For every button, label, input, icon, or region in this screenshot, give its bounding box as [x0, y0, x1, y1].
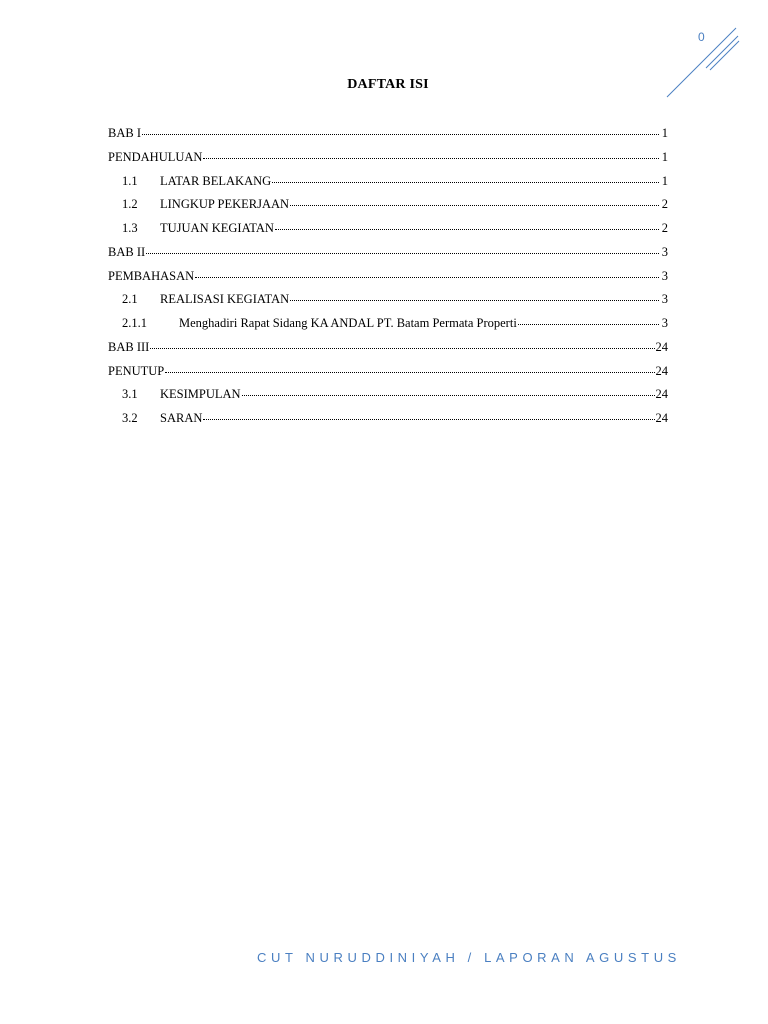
toc-entry-number: 2.1.1 [122, 316, 147, 330]
toc-entry-label: LATAR BELAKANG [160, 173, 272, 188]
toc-entry[interactable] [108, 197, 668, 221]
toc-entry-label: KESIMPULAN [160, 387, 241, 402]
toc-entry[interactable] [108, 174, 668, 198]
toc-dot-leader [142, 134, 659, 135]
toc-entry-page: 3 [661, 244, 668, 259]
toc-dot-leader [195, 277, 659, 278]
toc-dot-leader [203, 419, 654, 420]
toc-entry-page: 2 [661, 197, 668, 212]
toc-entry-label: PENUTUP [108, 363, 165, 378]
toc-title: DAFTAR ISI [347, 77, 429, 92]
toc-entry[interactable] [108, 364, 668, 388]
toc-dot-leader [165, 372, 654, 373]
page-number: 0 [698, 30, 705, 44]
toc-entry-page: 24 [655, 411, 668, 425]
toc-entry[interactable] [108, 411, 668, 435]
toc-entry-page: 1 [661, 149, 668, 164]
table-of-contents [108, 126, 668, 435]
toc-dot-leader [290, 205, 659, 206]
toc-entry[interactable] [108, 387, 668, 411]
toc-entry-label: SARAN [160, 411, 203, 425]
toc-entry-number: 3.1 [122, 387, 138, 402]
toc-dot-leader [275, 229, 659, 230]
toc-entry-label: Menghadiri Rapat Sidang KA ANDAL PT. Batam Permata Properti [179, 316, 517, 330]
toc-entry[interactable] [108, 150, 668, 174]
toc-entry-number: 1.2 [122, 197, 138, 212]
toc-entry-label: LINGKUP PEKERJAAN [160, 197, 290, 212]
toc-entry-label: BAB II [108, 244, 146, 259]
toc-entry-number: 1.1 [122, 173, 138, 188]
toc-entry[interactable] [108, 221, 668, 245]
toc-entry-page: 3 [661, 316, 668, 330]
toc-entry[interactable] [108, 292, 668, 316]
toc-dot-leader [150, 348, 654, 349]
toc-entry-page: 24 [655, 339, 668, 354]
toc-entry-label: TUJUAN KEGIATAN [160, 221, 274, 235]
toc-entry[interactable] [108, 126, 668, 150]
toc-entry[interactable] [108, 245, 668, 269]
toc-entry-label: BAB III [108, 339, 150, 354]
toc-entry[interactable] [108, 340, 668, 364]
toc-entry-number: 2.1 [122, 292, 138, 307]
toc-entry-label: REALISASI KEGIATAN [160, 292, 290, 307]
toc-entry-page: 24 [655, 387, 668, 402]
toc-entry-number: 3.2 [122, 411, 138, 425]
toc-entry-page: 3 [661, 268, 668, 283]
toc-entry-page: 1 [661, 126, 668, 140]
toc-entry[interactable] [108, 269, 668, 293]
footer-text: CUT NURUDDINIYAH / LAPORAN AGUSTUS [257, 950, 681, 965]
toc-dot-leader [242, 395, 655, 396]
toc-dot-leader [290, 300, 659, 301]
toc-dot-leader [272, 182, 659, 183]
toc-entry-page: 2 [661, 221, 668, 235]
toc-entry-label: BAB I [108, 126, 141, 140]
toc-entry-page: 24 [655, 363, 668, 378]
toc-entry[interactable] [108, 316, 668, 340]
toc-dot-leader [203, 158, 659, 159]
toc-entry-number: 1.3 [122, 221, 138, 235]
toc-entry-page: 1 [661, 173, 668, 188]
toc-entry-label: PENDAHULUAN [108, 149, 203, 164]
toc-entry-label: PEMBAHASAN [108, 268, 195, 283]
toc-entry-page: 3 [661, 292, 668, 307]
toc-dot-leader [146, 253, 659, 254]
toc-dot-leader [518, 324, 659, 325]
